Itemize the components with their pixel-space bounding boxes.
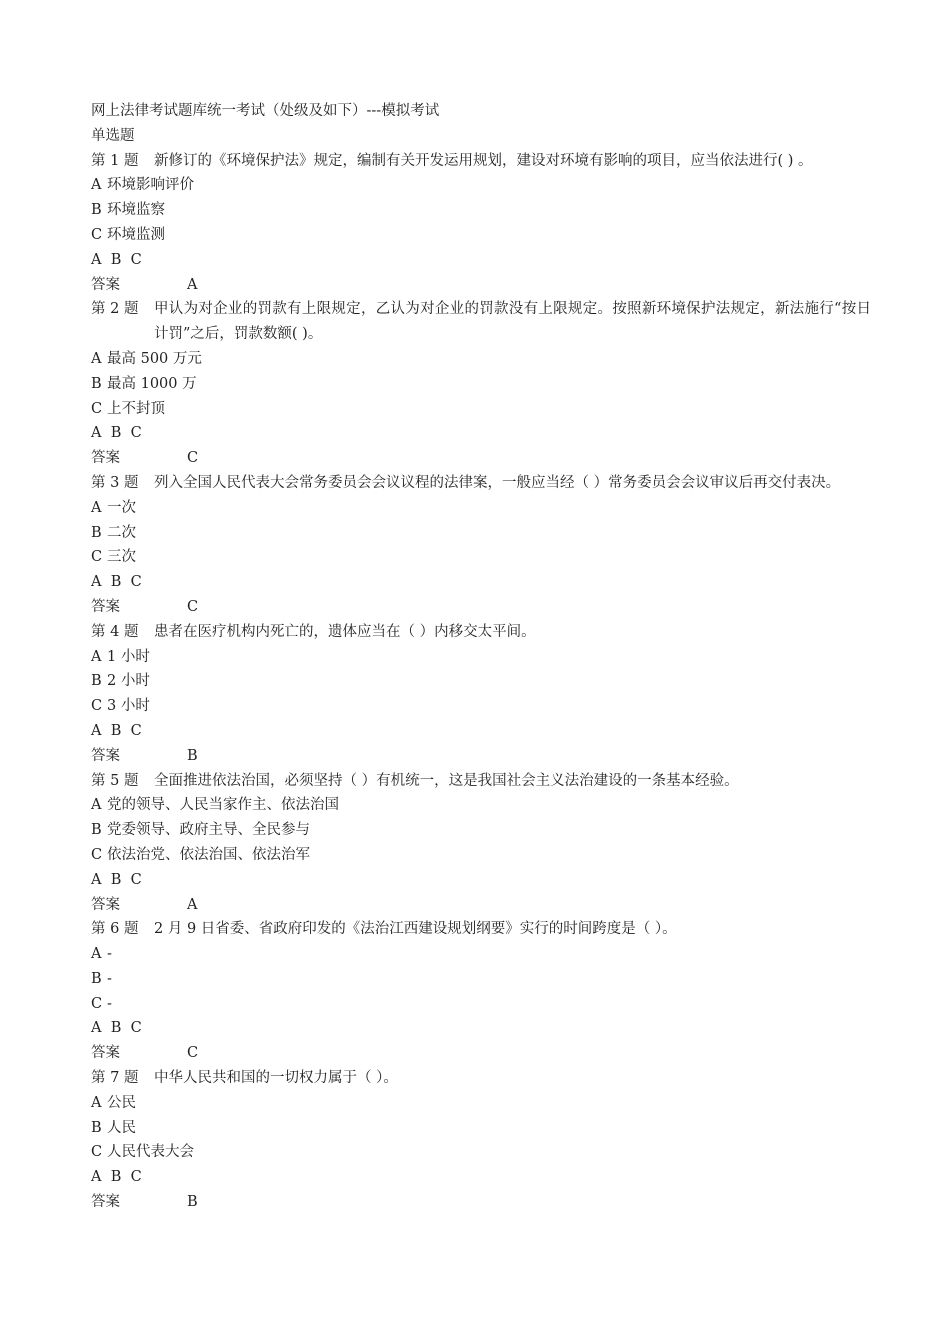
option-text: 党委领导、政府主导、全民参与	[107, 822, 310, 839]
option-letter: C	[91, 995, 103, 1012]
section-title: 单选题	[91, 127, 135, 144]
option-text: 二次	[107, 524, 136, 541]
question-text: 患者在医疗机构内死亡的，遗体应当在（ ）内移交太平间。	[154, 623, 536, 640]
option-line	[91, 818, 871, 843]
question-stem	[91, 620, 871, 645]
answer-value: A	[187, 896, 198, 913]
answer-line	[91, 893, 871, 918]
option-letter: A	[91, 350, 102, 367]
option-letter: B	[91, 202, 102, 219]
answer-line	[91, 744, 871, 769]
choice-letters: A B C	[91, 722, 142, 739]
answer-label: 答案	[91, 450, 120, 467]
option-line	[91, 1116, 871, 1141]
option-letter: C	[91, 549, 103, 566]
option-text: 上不封顶	[107, 400, 165, 417]
option-text: 环境影响评价	[107, 177, 194, 194]
question-block	[91, 769, 871, 918]
question-stem	[91, 297, 871, 347]
option-letter: B	[91, 970, 102, 987]
question-text: 中华人民共和国的一切权力属于（ ）。	[154, 1070, 398, 1087]
answer-line	[91, 595, 871, 620]
question-number: 第 7 题	[91, 1070, 139, 1087]
option-line	[91, 198, 871, 223]
option-text: 党的领导、人民当家作主、依法治国	[107, 797, 339, 814]
answer-label: 答案	[91, 1194, 120, 1211]
option-text: 人民	[107, 1119, 136, 1136]
option-text: 最高 1000 万	[107, 375, 197, 392]
option-text: 3 小时	[107, 698, 150, 715]
question-stem	[91, 917, 871, 942]
option-line	[91, 347, 871, 372]
option-line	[91, 967, 871, 992]
answer-label: 答案	[91, 1045, 120, 1062]
option-letter: B	[91, 673, 102, 690]
option-line	[91, 372, 871, 397]
question-stem	[91, 471, 871, 496]
question-text: 甲认为对企业的罚款有上限规定，乙认为对企业的罚款没有上限规定。按照新环境保护法规定，新法施行“按日计罚”之后，罚款数额( )。	[154, 301, 871, 343]
option-letter: B	[91, 375, 102, 392]
answer-value: B	[187, 1194, 198, 1211]
question-text: 新修订的《环境保护法》规定，编制有关开发运用规划，建设对环境有影响的项目，应当依法进行( ) 。	[154, 152, 813, 169]
question-text: 全面推进依法治国，必须坚持（ ）有机统一，这是我国社会主义法治建设的一条基本经验。	[154, 772, 739, 789]
option-line	[91, 521, 871, 546]
option-text: -	[107, 946, 112, 963]
choice-letters: A B C	[91, 1169, 142, 1186]
question-stem	[91, 769, 871, 794]
question-number: 第 1 题	[91, 152, 139, 169]
question-block	[91, 1066, 871, 1215]
answer-value: C	[187, 450, 199, 467]
option-line	[91, 397, 871, 422]
option-line	[91, 694, 871, 719]
question-number: 第 2 题	[91, 301, 139, 318]
option-text: 三次	[107, 549, 136, 566]
choice-letters: A B C	[91, 1020, 142, 1037]
option-letter: C	[91, 846, 103, 863]
option-letter: C	[91, 400, 103, 417]
option-line	[91, 992, 871, 1017]
option-text: -	[107, 970, 112, 987]
option-letter: A	[91, 499, 102, 516]
option-line	[91, 843, 871, 868]
option-line	[91, 1140, 871, 1165]
option-text: 人民代表大会	[107, 1144, 194, 1161]
option-text: 最高 500 万元	[107, 350, 202, 367]
answer-line	[91, 1041, 871, 1066]
option-line	[91, 1091, 871, 1116]
option-text: 一次	[107, 499, 136, 516]
option-text: 1 小时	[107, 648, 150, 665]
document-body	[91, 99, 871, 1215]
question-text: 2 月 9 日省委、省政府印发的《法治江西建设规划纲要》实行的时间跨度是（ ）。	[154, 921, 677, 938]
choice-letters: A B C	[91, 251, 142, 268]
question-number: 第 3 题	[91, 474, 139, 491]
question-text: 列入全国人民代表大会常务委员会会议议程的法律案，一般应当经（ ）常务委员会会议审议后再交付表决。	[154, 474, 841, 491]
option-letter: C	[91, 1144, 103, 1161]
option-line	[91, 793, 871, 818]
option-letter: C	[91, 698, 103, 715]
choice-letters: A B C	[91, 425, 142, 442]
question-block	[91, 471, 871, 620]
answer-value: C	[187, 1045, 199, 1062]
option-letter: A	[91, 1094, 102, 1111]
answer-value: B	[187, 747, 198, 764]
option-line	[91, 942, 871, 967]
option-letter: A	[91, 177, 102, 194]
option-line	[91, 173, 871, 198]
question-block	[91, 149, 871, 298]
answer-label: 答案	[91, 276, 120, 293]
question-block	[91, 620, 871, 769]
choice-letters: A B C	[91, 871, 142, 888]
option-letter: A	[91, 648, 102, 665]
option-text: 公民	[107, 1094, 136, 1111]
answer-line	[91, 1190, 871, 1215]
answer-label: 答案	[91, 747, 120, 764]
answer-line	[91, 273, 871, 298]
option-text: -	[107, 995, 112, 1012]
option-letter: C	[91, 226, 103, 243]
option-line	[91, 645, 871, 670]
option-line	[91, 545, 871, 570]
option-line	[91, 669, 871, 694]
question-list	[91, 149, 871, 1215]
question-stem	[91, 149, 871, 174]
answer-label: 答案	[91, 598, 120, 615]
option-letter: B	[91, 822, 102, 839]
answer-label: 答案	[91, 896, 120, 913]
option-letter: A	[91, 946, 102, 963]
option-text: 环境监测	[107, 226, 165, 243]
option-text: 2 小时	[107, 673, 150, 690]
option-letter: A	[91, 797, 102, 814]
question-number: 第 6 题	[91, 921, 139, 938]
option-text: 依法治党、依法治国、依法治军	[107, 846, 310, 863]
question-number: 第 5 题	[91, 772, 139, 789]
question-block	[91, 297, 871, 471]
option-line	[91, 496, 871, 521]
question-number: 第 4 题	[91, 623, 139, 640]
option-letter: B	[91, 1119, 102, 1136]
choice-letters: A B C	[91, 574, 142, 591]
answer-value: C	[187, 598, 199, 615]
question-stem	[91, 1066, 871, 1091]
question-block	[91, 917, 871, 1066]
answer-value: A	[187, 276, 198, 293]
option-text: 环境监察	[107, 202, 165, 219]
document-title: 网上法律考试题库统一考试（处级及如下）---模拟考试	[91, 103, 440, 119]
answer-line	[91, 446, 871, 471]
option-letter: B	[91, 524, 102, 541]
option-line	[91, 223, 871, 248]
